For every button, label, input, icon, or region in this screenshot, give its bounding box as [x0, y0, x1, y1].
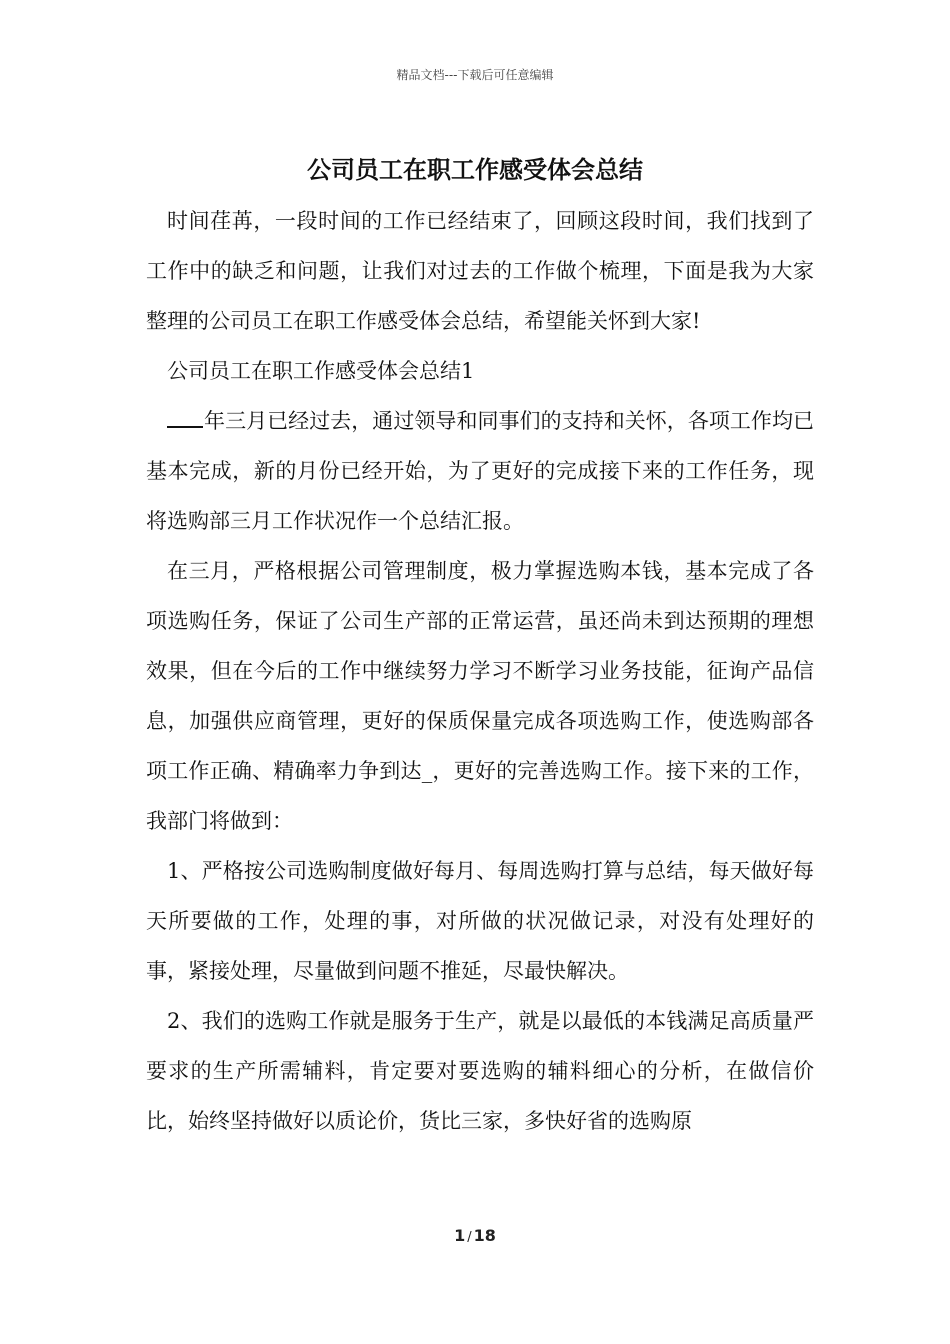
paragraph-1-text: 年三月已经过去，通过领导和同事们的支持和关怀，各项工作均已基本完成，新的月份已经开始，为了更好的完成接下来的工作任务，现将选购部三月工作状况作一个总结汇报。 [146, 409, 814, 533]
page-number [0, 1226, 950, 1245]
document-body [146, 196, 814, 1146]
page-header: 精品文档---下载后可任意编辑 [396, 68, 554, 82]
paragraph-2: 在三月，严格根据公司管理制度，极力掌握选购本钱，基本完成了各项选购任务，保证了公司生产部的正常运营，虽还尚未到达预期的理想效果，但在今后的工作中继续努力学习不断学习业务技能，征询产品信息，加强供应商管理，更好的保质保量完成各项选购工作，使选购部各项工作正确、精确率力争到达_，更好的完善选购工作。接下来的工作，我部门将做到： [146, 559, 814, 833]
paragraph-1 [146, 396, 814, 546]
paragraph-4: 2、我们的选购工作就是服务于生产，就是以最低的本钱满足高质量严要求的生产所需辅料，肯定要对要选购的辅料细心的分析，在做信价比，始终坚持做好以质论价，货比三家，多快好省的选购原 [146, 1009, 814, 1133]
intro-paragraph: 时间荏苒，一段时间的工作已经结束了，回顾这段时间，我们找到了工作中的缺乏和问题，让我们对过去的工作做个梳理，下面是我为大家整理的公司员工在职工作感受体会总结，希望能关怀到大家! [146, 209, 814, 333]
document-title: 公司员工在职工作感受体会总结 [307, 155, 643, 184]
current-page: 1 [454, 1226, 466, 1245]
total-pages: 18 [473, 1226, 496, 1245]
paragraph-3: 1、严格按公司选购制度做好每月、每周选购打算与总结，每天做好每天所要做的工作，处理的事，对所做的状况做记录，对没有处理好的事，紧接处理，尽量做到问题不推延，尽最快解决。 [146, 859, 814, 983]
page-separator: / [467, 1230, 472, 1245]
blank-underline [167, 406, 203, 428]
section-heading: 公司员工在职工作感受体会总结1 [167, 359, 475, 383]
